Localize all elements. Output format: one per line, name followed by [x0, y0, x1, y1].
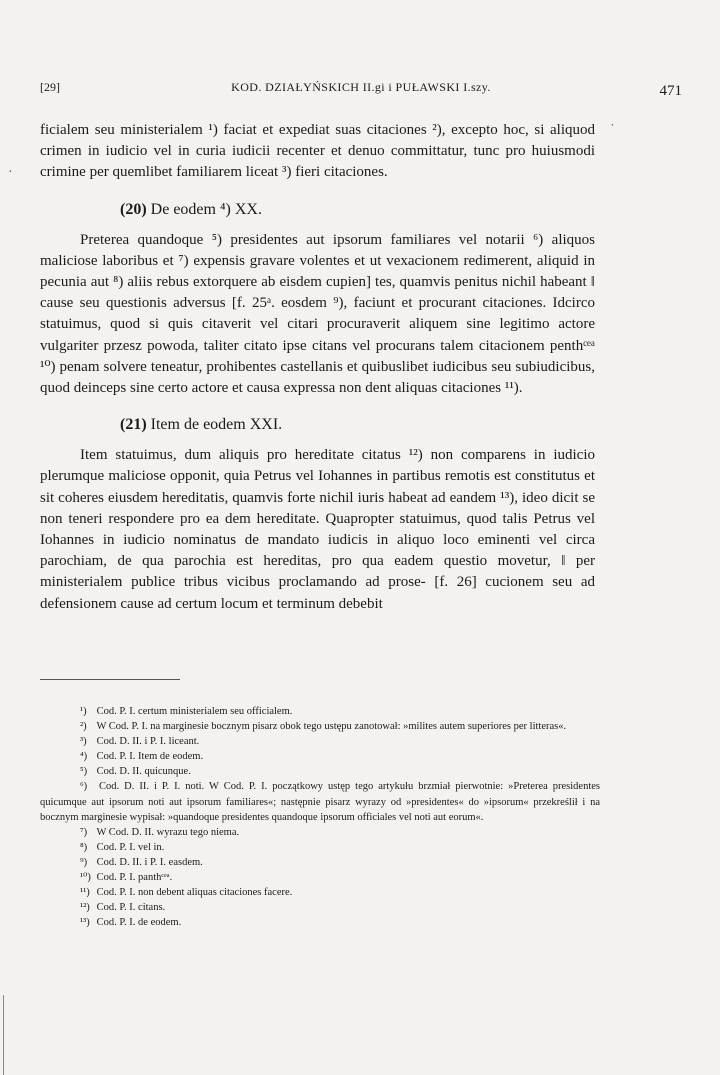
footnote — [40, 779, 600, 824]
footnote-marker: ⁴) — [80, 751, 88, 763]
section-21-number: (21) — [120, 416, 147, 434]
section-20-title: De eodem ⁴) XX. — [150, 200, 262, 218]
footnote-marker: ⁶) — [80, 781, 88, 793]
page-number: 471 — [659, 83, 682, 99]
scan-edge-line — [3, 995, 4, 1075]
header-title: KOD. DZIAŁYŃSKICH II.gi i PUŁAWSKI I.szy. — [231, 80, 491, 94]
footnote — [40, 915, 600, 930]
footnote — [40, 855, 600, 870]
footnote-marker: ¹⁰) — [80, 872, 91, 884]
footnote — [40, 900, 600, 915]
section-20-paragraph: Preterea quandoque ⁵) presidentes aut ipsorum familiares vel notarii ⁶) aliquos maliciose laboribus et ⁷) expensis gravare volentes et ut vexacionem redimerent, aliquid in pecunia aut ⁸) aliis rebus extorquere ab eisdem cupien] tes, quamvis penitus nichil habeant ‖ cause seu questionis adversus [f. 25ᵃ. eosdem ⁹), faciunt et procurant citaciones. Idcirco statuimus, quod si quis citaverit vel citari procuraverit aliquem sine legitimo actore vulgariter przesz powoda, taliter citato ipse citans vel procurans talem citacionem penthᶜᵉᵃ ¹⁰) penam solvere teneatur, prohibentes castellanis et quibuslibet iudicibus seu subiudicibus, quod deinceps sine certo actore et causa expressa non dent aliquas citaciones ¹¹). — [40, 231, 595, 397]
footnote-text: W Cod. D. II. wyrazu tego niema. — [96, 826, 240, 838]
footnote — [40, 840, 600, 855]
footnote-marker: ¹) — [80, 706, 87, 717]
footnote-marker: ¹¹) — [80, 887, 90, 899]
footnote-marker: ⁷) — [80, 826, 88, 838]
footnote-marker: ⁹) — [80, 856, 88, 868]
footnote-text: Cod. P. I. citans. — [96, 902, 166, 914]
margin-dot-mark: · — [8, 165, 13, 180]
footnote-marker: ¹³) — [80, 917, 90, 929]
footnote-marker: ⁵) — [80, 766, 88, 778]
main-text — [40, 120, 595, 615]
footnote — [40, 749, 600, 764]
footnote-text: Cod. P. I. panthᶜᵉᵃ. — [96, 872, 173, 884]
footnote-marker: ¹²) — [80, 902, 90, 914]
footnotes — [40, 704, 600, 930]
section-20-number: (20) — [120, 200, 147, 218]
footnote — [40, 870, 600, 885]
footnote-text: Cod. P. I. non debent aliquas citaciones facere. — [96, 887, 293, 899]
footnote — [40, 885, 600, 900]
running-header — [40, 78, 682, 100]
footnote-text: Cod. D. II. i P. I. easdem. — [96, 856, 203, 868]
section-21-heading — [40, 415, 595, 435]
footnote-text: W Cod. P. I. na marginesie bocznym pisarz obok tego ustępu zanotował: »milites autem superiores per litteras«. — [96, 721, 567, 733]
header-section-number: [29] — [40, 80, 60, 94]
footnote-text: Cod. P. I. certum ministerialem seu officialem. — [96, 706, 293, 717]
footnote — [40, 704, 600, 719]
section-20-heading — [40, 200, 595, 220]
footnote-text: Cod. P. I. vel in. — [96, 841, 165, 853]
footnote-text: Cod. D. II. i P. I. noti. W Cod. P. I. początkowy ustęp tego artykułu brzmiał pierwotnie: »Preterea presidentes quicumque aut ipsorum noti aut ipsorum familiares«; następnie pisarz wyrazy od »presidentes« do »ipsorum« przekreślił i na bocznym marginesie wypisał: »quandoque presidentes quandoque ipsorum officiales vel noti aut eorum«. — [40, 781, 600, 823]
footnote-separator — [40, 679, 180, 680]
margin-dot-mark: ˙ — [610, 122, 615, 137]
footnote — [40, 825, 600, 840]
footnote — [40, 764, 600, 779]
intro-paragraph: ficialem seu ministerialem ¹) faciat et expediat suas citaciones ²), excepto hoc, si aliquod crimen in iudicio vel in curia iudicii recenter et denuo committatur, tunc pro huiusmodi crimine per quemlibet familiarem liceat ³) fieri citaciones. — [40, 122, 595, 181]
footnote — [40, 719, 600, 734]
footnote-text: Cod. P. I. Item de eodem. — [96, 751, 204, 763]
footnote-text: Cod. D. II. quicunque. — [96, 766, 191, 778]
section-21-title: Item de eodem XXI. — [150, 416, 283, 434]
footnote-marker: ³) — [80, 736, 87, 748]
section-21-paragraph: Item statuimus, dum aliquis pro hereditate citatus ¹²) non comparens in iudicio plerumque maliciose opponit, quia Petrus vel Iohannes in partibus remotis est constitutus et sit coheres eiusdem hereditatis, quamvis forte nichil iuris habeat ad eandem ¹³), ideo dicit se non teneri respondere pro ea dem hereditate. Quapropter statuimus, quod talis Petrus vel Iohannes in iudicio nominatus de mandato iudicis in aliquo loco eminenti vel circa parochiam, de qua parochia est hereditas, pro qua eadem questio movetur, ‖ per ministerialem publice tribus vicibus proclamando ad prose- [f. 26] cucionem seu ad defensionem cause ad certum locum et terminum debebit — [40, 447, 595, 612]
footnote-text: Cod. P. I. de eodem. — [96, 917, 182, 929]
footnote-marker: ⁸) — [80, 841, 88, 853]
footnote-text: Cod. D. II. i P. I. liceant. — [96, 736, 200, 748]
footnote-marker: ²) — [80, 721, 87, 733]
footnote — [40, 734, 600, 749]
